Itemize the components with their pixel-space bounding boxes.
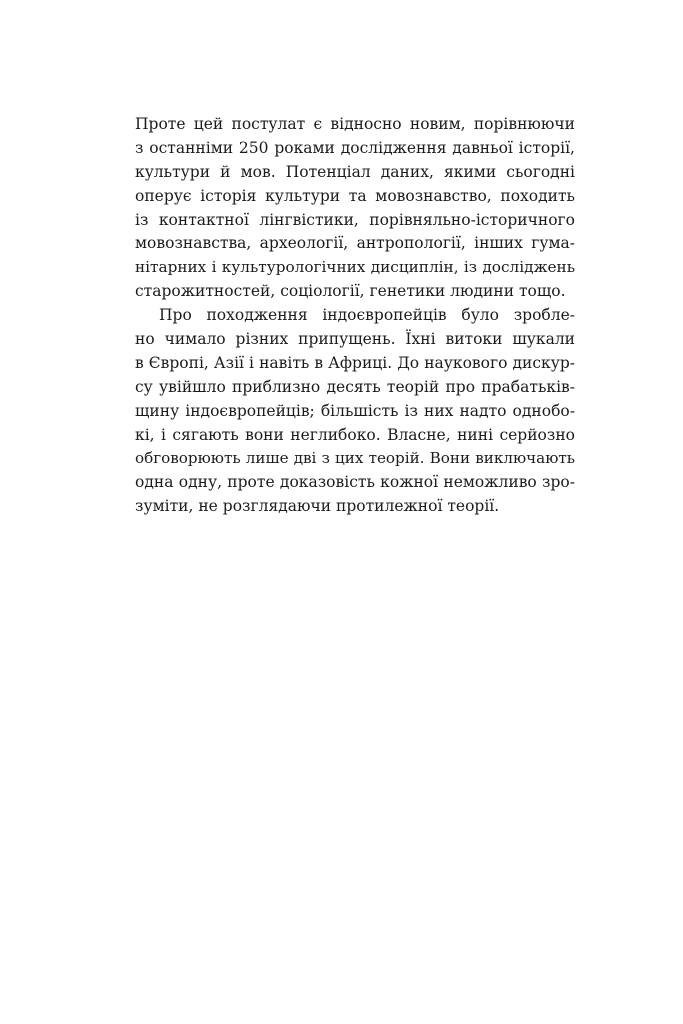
text-line: Про походження індоєвропейців було зробле- xyxy=(159,306,575,325)
text-line: в Європі, Азії і навіть в Африці. До наукового дискур- xyxy=(135,353,575,372)
text-line: оперує історія культури та мовознавство, походить xyxy=(135,186,575,205)
text-line: зуміти, не розглядаючи протилежної теорії. xyxy=(135,497,500,516)
text-line: одна одну, проте доказовість кожної неможливо зро- xyxy=(135,473,575,492)
text-line: нітарних і культурологічних дисциплін, із досліджень xyxy=(135,258,575,277)
body-text xyxy=(135,113,575,519)
text-line: су увійшло приблизно десять теорій про прабатьків- xyxy=(135,377,575,396)
paragraph-2 xyxy=(135,304,575,519)
text-line: Проте цей постулат є відносно новим, порівнюючи xyxy=(135,115,575,133)
text-line: із контактної лінгвістики, порівняльно-історичного xyxy=(135,210,575,229)
text-line: культури й мов. Потенціал даних, якими сьогодні xyxy=(135,162,575,181)
text-line: мовознавства, археології, антропології, інших гума- xyxy=(135,234,575,253)
text-line: обговорюють лише дві з цих теорій. Вони виключають xyxy=(135,449,575,468)
text-line: з останніми 250 роками дослідження давньої історії, xyxy=(135,138,575,157)
text-line: но чимало різних припущень. Їхні витоки шукали xyxy=(135,330,575,349)
text-line: щину індоєвропейців; більшість із них надто однобо- xyxy=(135,401,575,420)
paragraph-1 xyxy=(135,113,575,304)
text-line: кі, і сягають вони неглибоко. Власне, нині серйозно xyxy=(135,425,575,444)
text-line: старожитностей, соціології, генетики людини тощо. xyxy=(135,282,566,301)
